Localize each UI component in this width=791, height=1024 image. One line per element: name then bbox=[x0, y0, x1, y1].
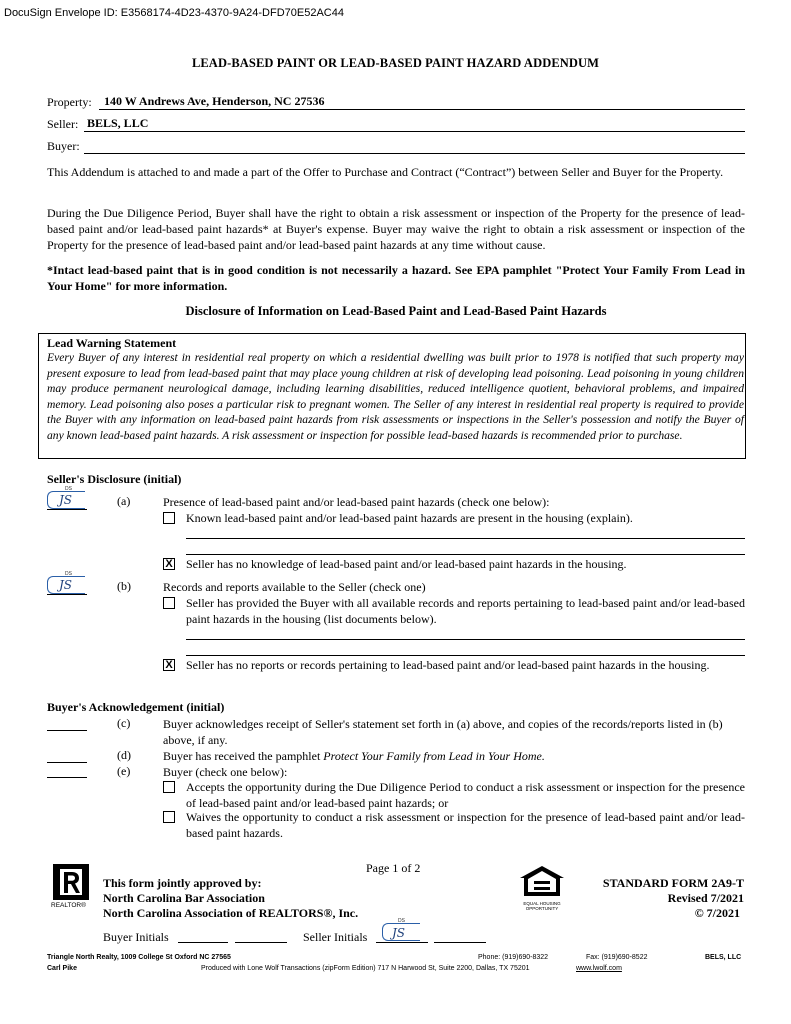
approver-nc-realtors: North Carolina Association of REALTORS®, Inc. bbox=[103, 906, 359, 920]
property-underline bbox=[99, 109, 745, 110]
approver-nc-bar: North Carolina Bar Association bbox=[103, 891, 265, 905]
seller-initials-label: Seller Initials bbox=[303, 930, 368, 944]
explain-line-1[interactable] bbox=[186, 538, 745, 539]
item-c-letter: (c) bbox=[117, 716, 131, 730]
equal-housing-text: EQUAL HOUSING OPPORTUNITY bbox=[523, 901, 561, 911]
initials-signature: JS bbox=[392, 926, 406, 940]
item-a-text: Presence of lead-based paint and/or lead-based paint hazards (check one below): bbox=[163, 495, 550, 509]
checkbox-b-provided[interactable] bbox=[163, 597, 175, 609]
item-a-letter: (a) bbox=[117, 494, 131, 508]
realtor-logo bbox=[51, 864, 93, 910]
checkbox-a-no-knowledge[interactable]: X bbox=[163, 558, 175, 570]
item-d-pamphlet-title: Protect Your Family from Lead in Your Home. bbox=[323, 749, 545, 763]
buyer-initials-d[interactable] bbox=[47, 762, 87, 763]
document-title: LEAD-BASED PAINT OR LEAD-BASED PAINT HAZARD ADDENDUM bbox=[191, 56, 600, 70]
buyer-ack-heading: Buyer's Acknowledgement (initial) bbox=[47, 700, 225, 714]
buyer-initials-line-1[interactable] bbox=[178, 942, 228, 943]
initials-line bbox=[47, 594, 87, 595]
seller-initials-footer[interactable] bbox=[376, 918, 428, 944]
item-e-letter: (e) bbox=[117, 764, 131, 778]
item-e-text: Buyer (check one below): bbox=[163, 765, 288, 779]
checkbox-e-accepts[interactable] bbox=[163, 781, 175, 793]
item-a-option-no-knowledge: Seller has no knowledge of lead-based paint and/or lead-based paint hazards in the housing. bbox=[186, 557, 627, 571]
client-name: BELS, LLC bbox=[705, 954, 742, 961]
form-copyright: © 7/2021 bbox=[694, 906, 740, 920]
seller-initials-line-2[interactable] bbox=[434, 942, 486, 943]
docusign-envelope-id: DocuSign Envelope ID: E3568174-4D23-4370-9A24-DFD70E52AC44 bbox=[4, 7, 344, 19]
buyer-underline bbox=[84, 153, 745, 154]
seller-disclosure-heading: Seller's Disclosure (initial) bbox=[47, 472, 182, 486]
documents-line-2[interactable] bbox=[186, 655, 745, 656]
agent-name: Carl Pike bbox=[47, 965, 77, 972]
seller-underline bbox=[84, 131, 745, 132]
item-d-text-plain: Buyer has received the pamphlet bbox=[163, 749, 324, 763]
form-name: STANDARD FORM 2A9-T bbox=[602, 876, 744, 890]
buyer-initials-label: Buyer Initials bbox=[103, 930, 169, 944]
documents-line-1[interactable] bbox=[186, 639, 745, 640]
fax-number: Fax: (919)690-8522 bbox=[586, 954, 648, 961]
checkbox-e-waives[interactable] bbox=[163, 811, 175, 823]
buyer-initials-c[interactable] bbox=[47, 730, 87, 731]
website-link[interactable]: www.lwolf.com bbox=[576, 965, 622, 972]
produced-by: Produced with Lone Wolf Transactions (zipForm Edition) 717 N Harwood St, Suite 2200, Dallas, TX 75201 bbox=[201, 965, 530, 972]
docusign-tag: DS bbox=[65, 571, 72, 577]
item-b-option-provided: Seller has provided the Buyer with all available records and reports pertaining to lead-based paint and/or lead-based paint hazards in the housing (list documents below). bbox=[186, 596, 745, 626]
checkbox-a-known[interactable] bbox=[163, 512, 175, 524]
property-value: 140 W Andrews Ave, Henderson, NC 27536 bbox=[104, 94, 325, 108]
property-label: Property: bbox=[47, 95, 92, 109]
disclosure-heading: Disclosure of Information on Lead-Based Paint and Lead-Based Paint Hazards bbox=[185, 304, 607, 318]
item-b-letter: (b) bbox=[117, 579, 131, 593]
phone-number: Phone: (919)690-8322 bbox=[478, 954, 549, 961]
property-field[interactable] bbox=[47, 94, 745, 110]
page-number: Page 1 of 2 bbox=[366, 861, 421, 875]
buyer-field[interactable] bbox=[47, 138, 745, 154]
item-b-option-no-reports: Seller has no reports or records pertaining to lead-based paint and/or lead-based paint hazards in the housing. bbox=[186, 658, 710, 672]
docusign-tag: DS bbox=[398, 918, 405, 924]
explain-line-2[interactable] bbox=[186, 554, 745, 555]
checkbox-b-no-reports[interactable]: X bbox=[163, 659, 175, 671]
docusign-tag: DS bbox=[65, 486, 72, 492]
form-revised: Revised 7/2021 bbox=[667, 891, 744, 905]
item-a-option-known: Known lead-based paint and/or lead-based paint hazards are present in the housing (explain). bbox=[186, 511, 633, 525]
seller-initials-b[interactable] bbox=[47, 571, 92, 597]
realtor-logo-text: REALTOR® bbox=[51, 902, 86, 909]
item-c-text: Buyer acknowledges receipt of Seller's statement set forth in (a) above, and copies of the records/reports listed in (b) above, if any. bbox=[163, 717, 723, 747]
buyer-label: Buyer: bbox=[47, 139, 80, 153]
initials-line bbox=[47, 509, 87, 510]
buyer-initials-line-2[interactable] bbox=[235, 942, 287, 943]
buyer-initials-e[interactable] bbox=[47, 777, 87, 778]
lead-warning-text: Every Buyer of any interest in residential real property on which a residential dwelling was built prior to 1978 is notified that such property may present exposure to lead from lead-based paint that may place young children at risk of developing lead poisoning. Lead poisoning in young children may produce permanent neurological damage, including learning disabilities, reduced intelligence quotient, behavioral problems, and impaired memory. Lead poisoning also poses a particular risk to pregnant women. The Seller of any interest in residential real property is required to provide the Buyer with any information on lead-based paint hazards from risk assessments or inspections in the Seller's possession and notify the Buyer of any known lead-based paint hazards. A risk assessment or inspection for possible lead-based hazards is recommended prior to purchase. bbox=[47, 351, 744, 442]
brokerage-info: Triangle North Realty, 1009 College St Oxford NC 27565 bbox=[47, 954, 231, 961]
seller-label: Seller: bbox=[47, 117, 79, 131]
initials-signature: JS bbox=[59, 578, 73, 592]
seller-field[interactable] bbox=[47, 116, 745, 132]
initials-line bbox=[376, 942, 428, 943]
item-d-text bbox=[163, 748, 745, 764]
lead-warning-heading: Lead Warning Statement bbox=[47, 336, 177, 350]
seller-value: BELS, LLC bbox=[87, 116, 149, 130]
initials-signature: JS bbox=[59, 493, 73, 507]
item-b-text: Records and reports available to the Seller (check one) bbox=[163, 580, 426, 594]
seller-initials-a[interactable] bbox=[47, 486, 92, 512]
item-e-option-accepts: Accepts the opportunity during the Due Diligence Period to conduct a risk assessment or inspection for the presence of lead-based paint and/or lead-based paint hazards; or bbox=[186, 780, 745, 810]
item-d-letter: (d) bbox=[117, 748, 131, 762]
intact-paint-note: *Intact lead-based paint that is in good condition is not necessarily a hazard. See EPA pamphlet "Protect Your Family From Lead in Your Home" for more information. bbox=[47, 263, 745, 293]
item-e-option-waives: Waives the opportunity to conduct a risk assessment or inspection for the presence of lead-based paint and/or lead-based paint hazards. bbox=[186, 810, 745, 840]
intro-paragraph: This Addendum is attached to and made a part of the Offer to Purchase and Contract (“Contract”) between Seller and Buyer for the Property. bbox=[47, 165, 724, 179]
due-diligence-paragraph: During the Due Diligence Period, Buyer shall have the right to obtain a risk assessment or inspection of the Property for the presence of lead-based paint and/or lead-based paint hazards* at Buyer's expense. Buyer may waive the right to obtain a risk assessment or inspection of the Property for the presence of lead-based paint and/or lead-based paint hazards at any time without cause. bbox=[47, 206, 745, 252]
approved-by: This form jointly approved by: bbox=[103, 876, 262, 890]
